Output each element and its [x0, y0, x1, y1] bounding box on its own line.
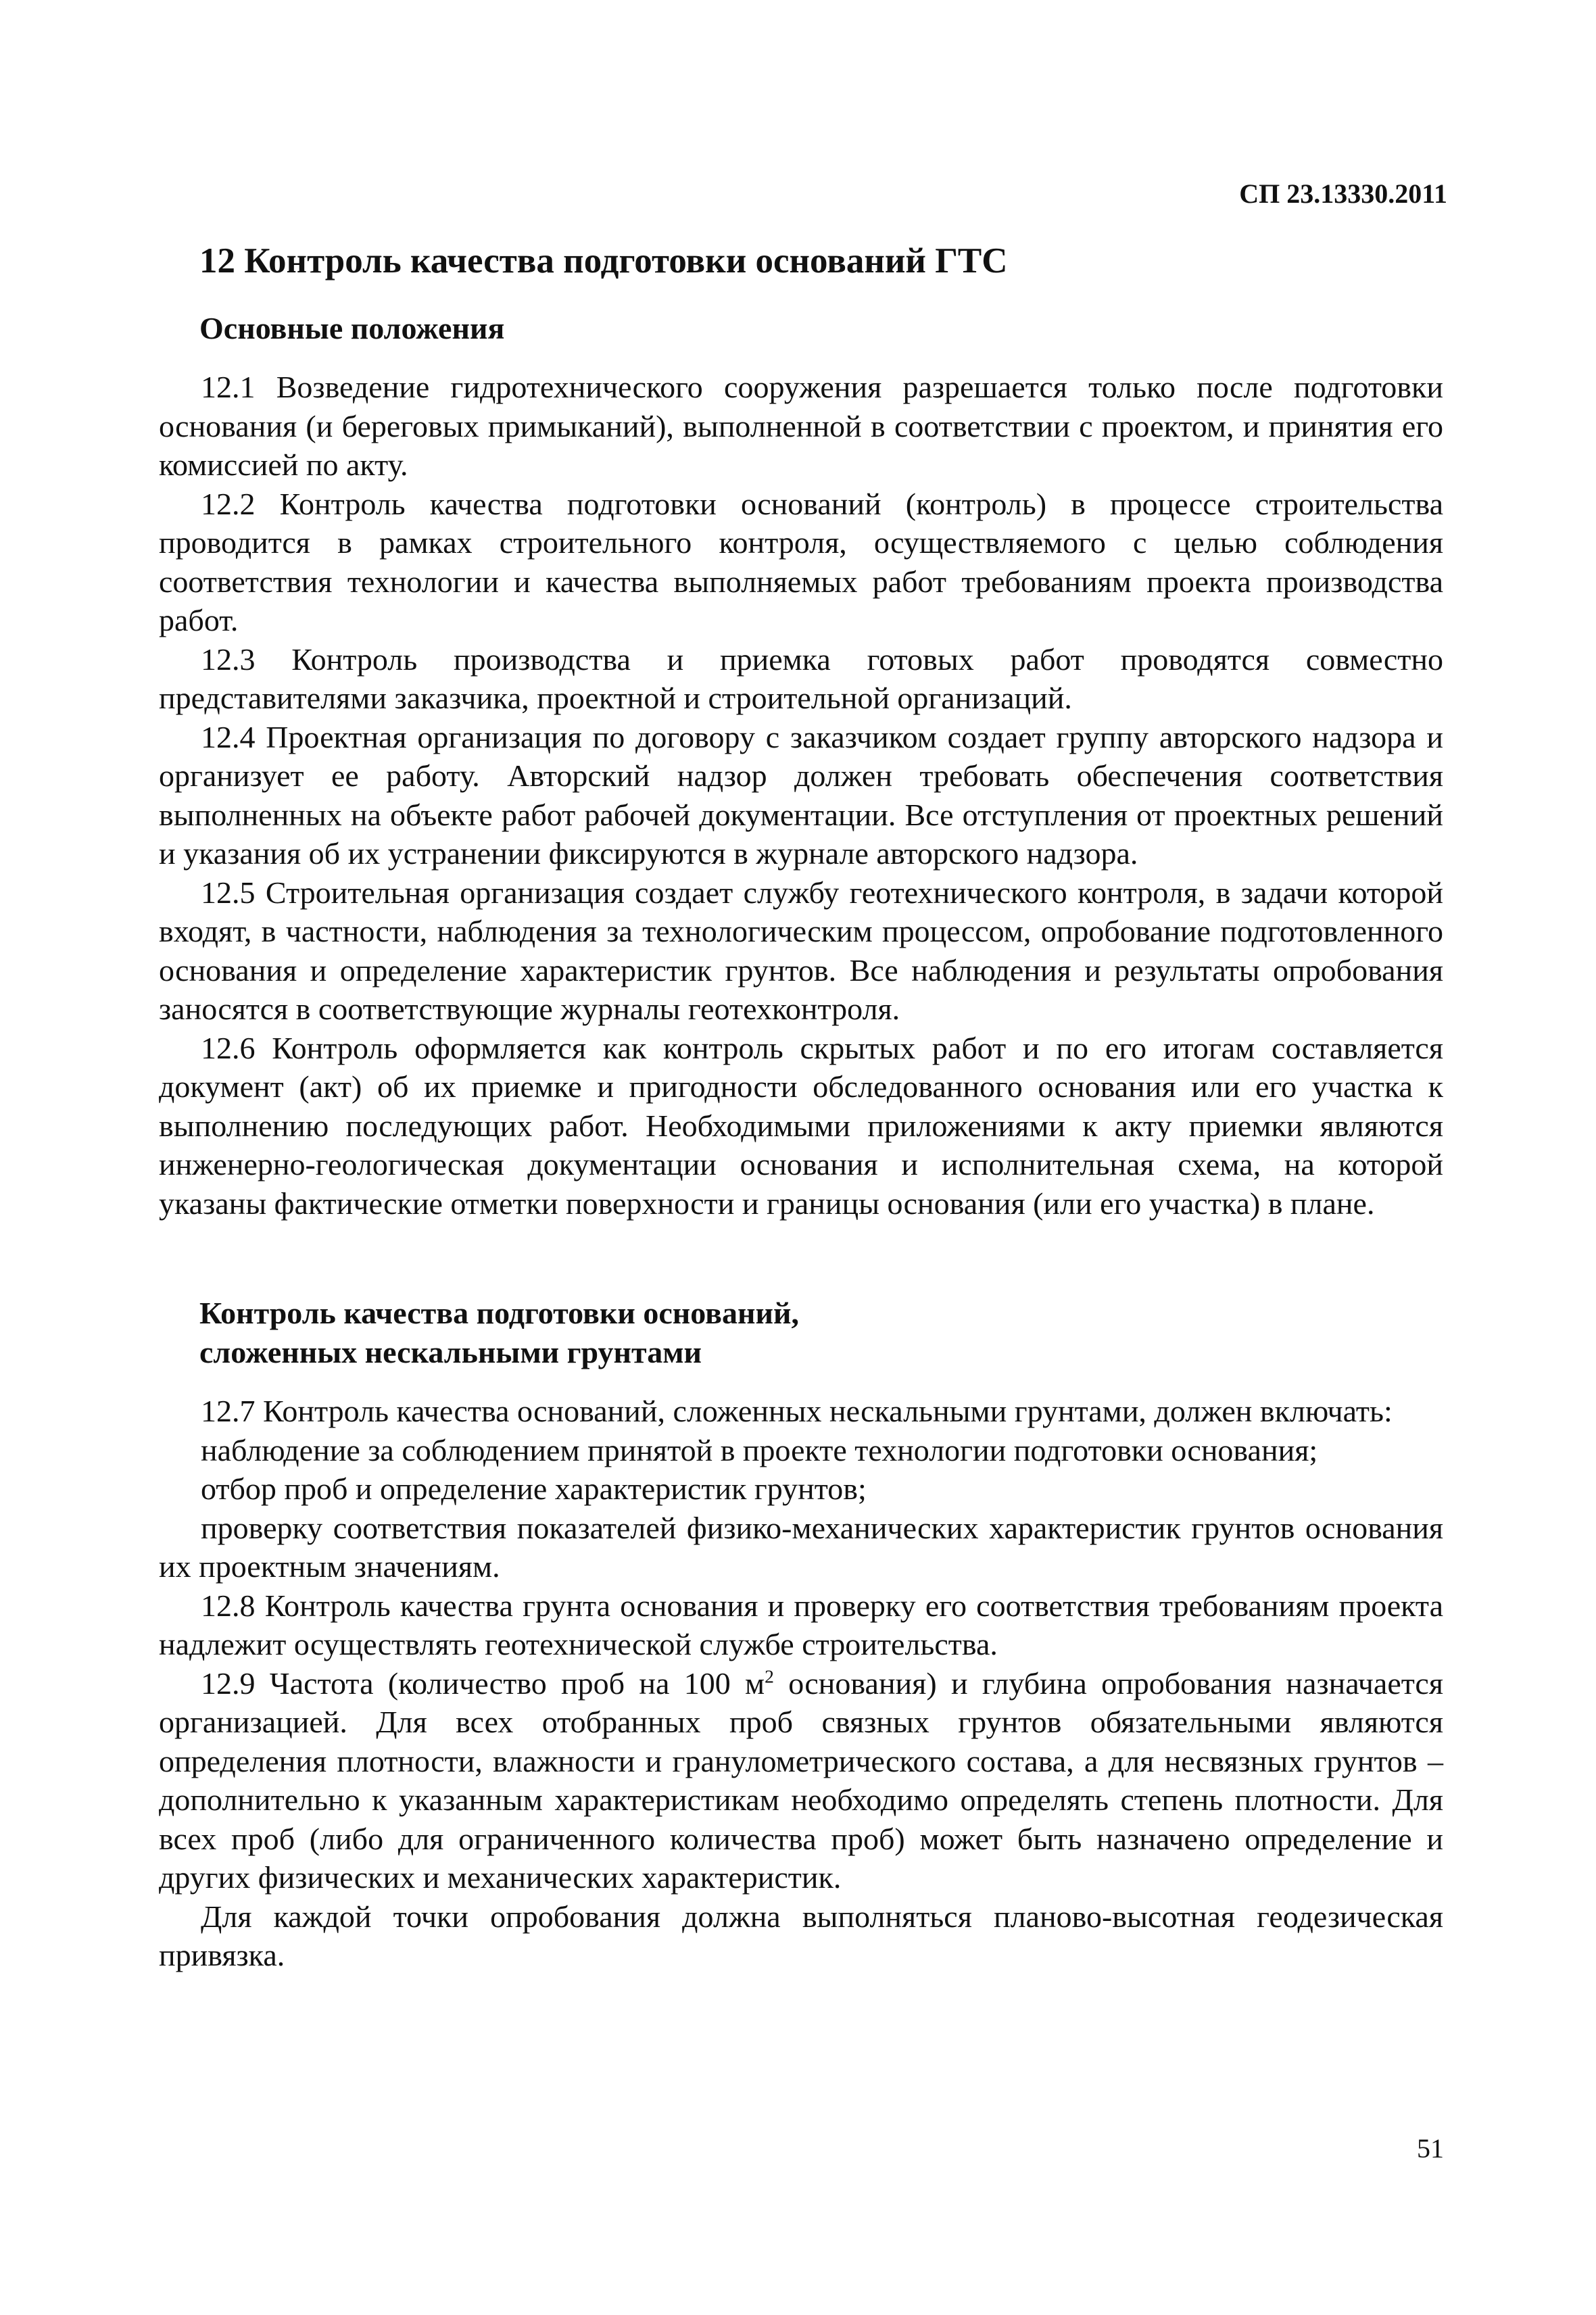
document-code: СП 23.13330.2011 [1239, 178, 1447, 209]
section-subtitle: Основные положения [199, 310, 505, 345]
list-item: проверку соответствия показателей физико-механических характеристик грунтов основания их проектным значениям. [159, 1510, 1443, 1584]
paragraph-12-8: 12.8 Контроль качества грунта основания и проверку его соответствия требованиям проекта надлежит осуществлять геотехнической службе строительства. [159, 1588, 1443, 1662]
paragraph-12-1: 12.1 Возведение гидротехнического сооружения разрешается только после подготовки основания (и береговых примыканий), выполненной в соответствии с проектом, и принятия его комиссией по акту. [159, 370, 1443, 483]
paragraph-12-6: 12.6 Контроль оформляется как контроль скрытых работ и по его итогам составляется документ (акт) об их приемке и пригодности обследованного основания или его участка к выполнению последующих работ. Необходимыми приложениями к акту приемки являются инженерно-геологическая документации основания и исполнительная схема, на которой указаны фактические отметки поверхности и границы основания (или его участка) в плане. [159, 1030, 1443, 1221]
paragraph-12-9-start: 12.9 Частота (количество проб на 100 м [201, 1665, 765, 1701]
paragraph-12-7: 12.7 Контроль качества оснований, сложенных нескальными грунтами, должен включать: [201, 1394, 1393, 1429]
subsection-title-line-2: сложенных нескальными грунтами [199, 1334, 702, 1369]
list-item: отбор проб и определение характеристик грунтов; [201, 1471, 867, 1507]
page-content [159, 240, 1443, 1975]
paragraph-geodetic-reference: Для каждой точки опробования должна выполняться планово-высотная геодезическая привязка. [159, 1899, 1443, 1973]
paragraph-12-9 [159, 1664, 1443, 1897]
paragraph-12-2: 12.2 Контроль качества подготовки оснований (контроль) в процессе строительства проводится в рамках строительного контроля, осуществляемого с целью соблюдения соответствия технологии и качества выполняемых работ требованиям проекта производства работ. [159, 486, 1443, 638]
paragraph-12-4: 12.4 Проектная организация по договору с заказчиком создает группу авторского надзора и организует ее работу. Авторский надзор должен требовать обеспечения соответствия выполненных на объекте работ рабочей документации. Все отступления от проектных решений и указания об их устранении фиксируются в журнале авторского надзора. [159, 719, 1443, 871]
section-title: 12 Контроль качества подготовки оснований ГТС [199, 241, 1008, 281]
superscript-2: 2 [765, 1665, 774, 1687]
subsection-title [199, 1294, 1443, 1371]
paragraph-12-3: 12.3 Контроль производства и приемка готовых работ проводятся совместно представителями заказчика, проектной и строительной организаций. [159, 641, 1443, 716]
paragraph-12-9-rest: основания) и глубина опробования назначается организацией. Для всех отобранных проб связных грунтов обязательными являются определения плотности, влажности и гранулометрического состава, а для несвязных грунтов – дополнительно к указанным характеристикам необходимо определять степень плотности. Для всех проб (либо для ограниченного количества проб) может быть назначено определение и других физических и механических характеристик. [159, 1665, 1443, 1895]
list-item: наблюдение за соблюдением принятой в проекте технологии подготовки основания; [201, 1432, 1318, 1467]
subsection-title-line-1: Контроль качества подготовки оснований, [199, 1296, 799, 1331]
paragraph-12-5: 12.5 Строительная организация создает службу геотехнического контроля, в задачи которой входят, в частности, наблюдения за технологическим процессом, опробование подготовленного основания и определение характеристик грунтов. Все наблюдения и результаты опробования заносятся в соответствующие журналы геотехконтроля. [159, 875, 1443, 1027]
page-number: 51 [1417, 2133, 1444, 2164]
